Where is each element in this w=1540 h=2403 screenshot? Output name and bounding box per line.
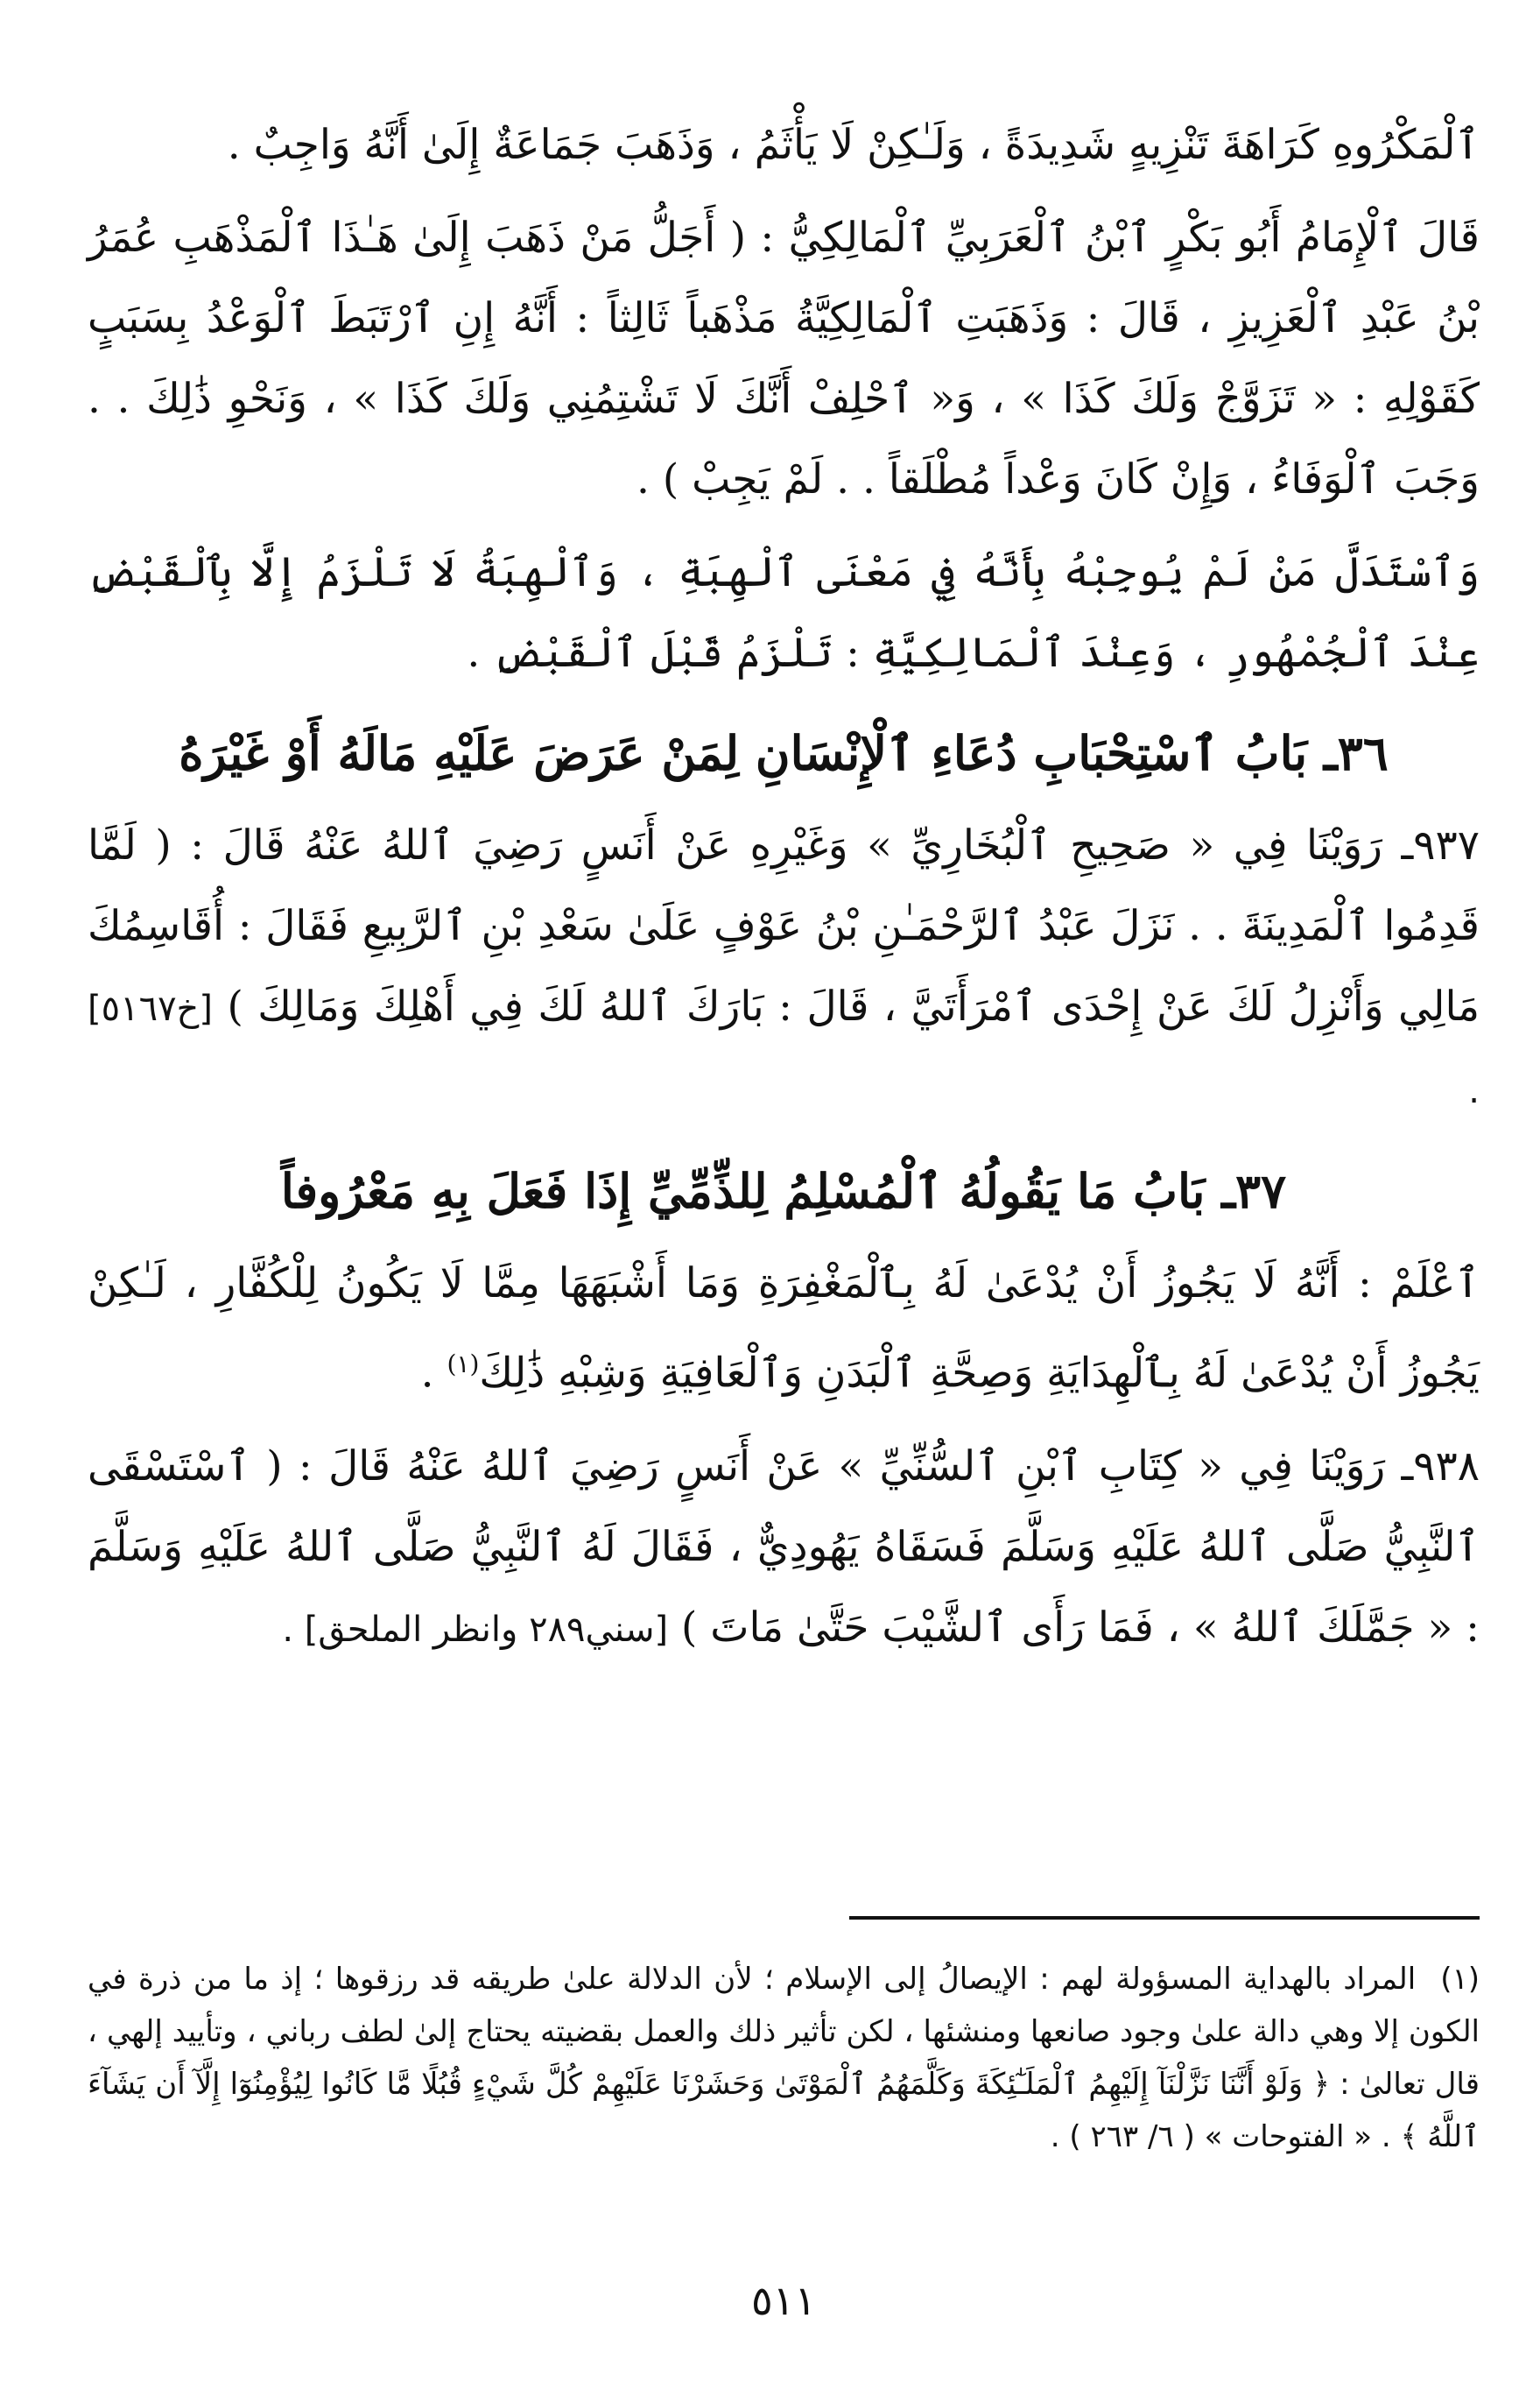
hadith-937-text: ٩٣٧ـ رَوَيْنَا فِي « صَحِيحِ ٱلْبُخَارِيِّ » وَغَيْرِهِ عَنْ أَنَسٍ رَضِيَ ٱللهُ عَنْهُ قَالَ : ( لَمَّا قَدِمُوا ٱلْمَدِينَةَ . . نَزَلَ عَبْدُ ٱلرَّحْمَـٰنِ بْنُ عَوْفٍ عَلَىٰ سَعْدِ بْنِ ٱلرَّبِيعِ فَقَالَ : أُقَاسِمُكَ مَالِي وَأَنْزِلُ لَكَ عَنْ إِحْدَى ٱمْرَأَتَيَّ ، قَالَ : بَارَكَ ٱللهُ لَكَ فِي أَهْلِكَ وَمَالِكَ )	[88, 821, 1480, 1031]
body-paragraph-4-text: ٱعْلَمْ : أَنَّهُ لَا يَجُوزُ أَنْ يُدْعَىٰ لَهُ بِٱلْمَغْفِرَةِ وَمَا أَشْبَهَهَا مِمَّا لَا يَكُونُ لِلْكُفَّارِ ، لَـٰكِنْ يَجُوزُ أَنْ يُدْعَىٰ لَهُ بِٱلْهِدَايَةِ وَصِحَّةِ ٱلْبَدَنِ وَٱلْعَافِيَةِ وَشِبْهِ ذَٰلِكَ	[88, 1259, 1480, 1398]
chapter-heading-36: ٣٦ـ بَابُ ٱسْتِحْبَابِ دُعَاءِ ٱلْإِنْسَانِ لِمَنْ عَرَضَ عَلَيْهِ مَالَهُ أَوْ غَيْرَهُ	[179, 725, 1389, 781]
body-paragraph-4-end: .	[420, 1349, 447, 1398]
page-number: ٥١١	[750, 2277, 817, 2324]
body-paragraph-2: قَالَ ٱلْإِمَامُ أَبُو بَكْرٍ ٱبْنُ ٱلْعَرَبِيِّ ٱلْمَالِكِيُّ : ( أَجَلُّ مَنْ ذَهَبَ إِلَىٰ هَـٰذَا ٱلْمَذْهَبِ عُمَرُ بْنُ عَبْدِ ٱلْعَزِيزِ ، قَالَ : وَذَهَبَتِ ٱلْمَالِكِيَّةُ مَذْهَباً ثَالِثاً : أَنَّهُ إِنِ ٱرْتَبَطَ ٱلْوَعْدُ بِسَبَبٍ كَقَوْلِهِ : « تَزَوَّجْ وَلَكَ كَذَا » ، وَ« ٱحْلِفْ أَنَّكَ لَا تَشْتِمُنِي وَلَكَ كَذَا » ، وَنَحْوِ ذَٰلِكَ . . وَجَبَ ٱلْوَفَاءُ ، وَإِنْ كَانَ وَعْداً مُطْلَقاً . . لَمْ يَجِبْ ) .	[88, 214, 1480, 504]
document-page	[88, 105, 1480, 2347]
hadith-938-text: ٩٣٨ـ رَوَيْنَا فِي « كِتَابِ ٱبْنِ ٱلسُّنِّيِّ » عَنْ أَنَسٍ رَضِيَ ٱللهُ عَنْهُ قَالَ : ( ٱسْتَسْقَى ٱلنَّبِيُّ صَلَّى ٱللهُ عَلَيْهِ وَسَلَّمَ فَسَقَاهُ يَهُودِيٌّ ، فَقَالَ لَهُ ٱلنَّبِيُّ صَلَّى ٱللهُ عَلَيْهِ وَسَلَّمَ : « جَمَّلَكَ ٱللهُ » ، فَمَا رَأَى ٱلشَّيْبَ حَتَّىٰ مَاتَ )	[88, 1441, 1480, 1652]
body-paragraph-1: ٱلْمَكْرُوهِ كَرَاهَةَ تَنْزِيهٍ شَدِيدَةً ، وَلَـٰكِنْ لَا يَأْثَمُ ، وَذَهَبَ جَمَاعَةٌ إِلَىٰ أَنَّهُ وَاجِبٌ .	[227, 121, 1480, 169]
hadith-938-reference: [سني٢٨٩ وانظر الملحق] .	[282, 1609, 669, 1650]
chapter-heading-37: ٣٧ـ بَابُ مَا يَقُولُهُ ٱلْمُسْلِمُ لِلذِّمِّيِّ إِذَا فَعَلَ بِهِ مَعْرُوفاً	[280, 1163, 1287, 1219]
body-paragraph-3: وَٱسْتَدَلَّ مَنْ لَمْ يُوجِبْهُ بِأَنَّهُ فِي مَعْنَى ٱلْهِبَةِ ، وَٱلْهِبَةُ لَا تَلْزَمُ إِلَّا بِٱلْقَبْضِ عِنْدَ ٱلْجُمْهُورِ ، وَعِنْدَ ٱلْمَالِكِيَّةِ : تَلْزَمُ قَبْلَ ٱلْقَبْضِ .	[88, 548, 1480, 677]
body-paragraph-4	[88, 1244, 1480, 1414]
footnote-number: (١)	[1440, 1962, 1480, 1997]
hadith-938	[88, 1427, 1480, 1670]
footnotes-section	[88, 1953, 1480, 2163]
footnote-marker[interactable]: (١)	[447, 1349, 480, 1378]
hadith-937	[88, 806, 1480, 1131]
footnote-text: المراد بالهداية المسؤولة لهم : الإيصالُ إلى الإسلام ؛ لأن الدلالة علىٰ طريقه قد رزقوها ؛ إذ ما من ذرة في الكون إلا وهي دالة علىٰ وجود صانعها ومنشئها ، لكن تأثير ذلك والعمل بقضيته يحتاج إلىٰ لطف رباني ، وتأييد إلهي ، قال تعالىٰ : ﴿ وَلَوْ أَنَّنَا نَزَّلْنَآ إِلَيْهِمُ ٱلْمَلَـٰٓئِكَةَ وَكَلَّمَهُمُ ٱلْمَوْتَىٰ وَحَشَرْنَا عَلَيْهِمْ كُلَّ شَيْءٍ قُبُلًا مَّا كَانُوا لِيُؤْمِنُوٓا إِلَّآ أَن يَشَآءَ ٱللَّهُ ﴾ . « الفتوحات » ( ٦/ ٢٦٣ ) .	[88, 1962, 1480, 2154]
hadith-937-reference: [خ٥١٦٧] .	[88, 989, 1480, 1111]
footnote-separator	[849, 1916, 1480, 1920]
